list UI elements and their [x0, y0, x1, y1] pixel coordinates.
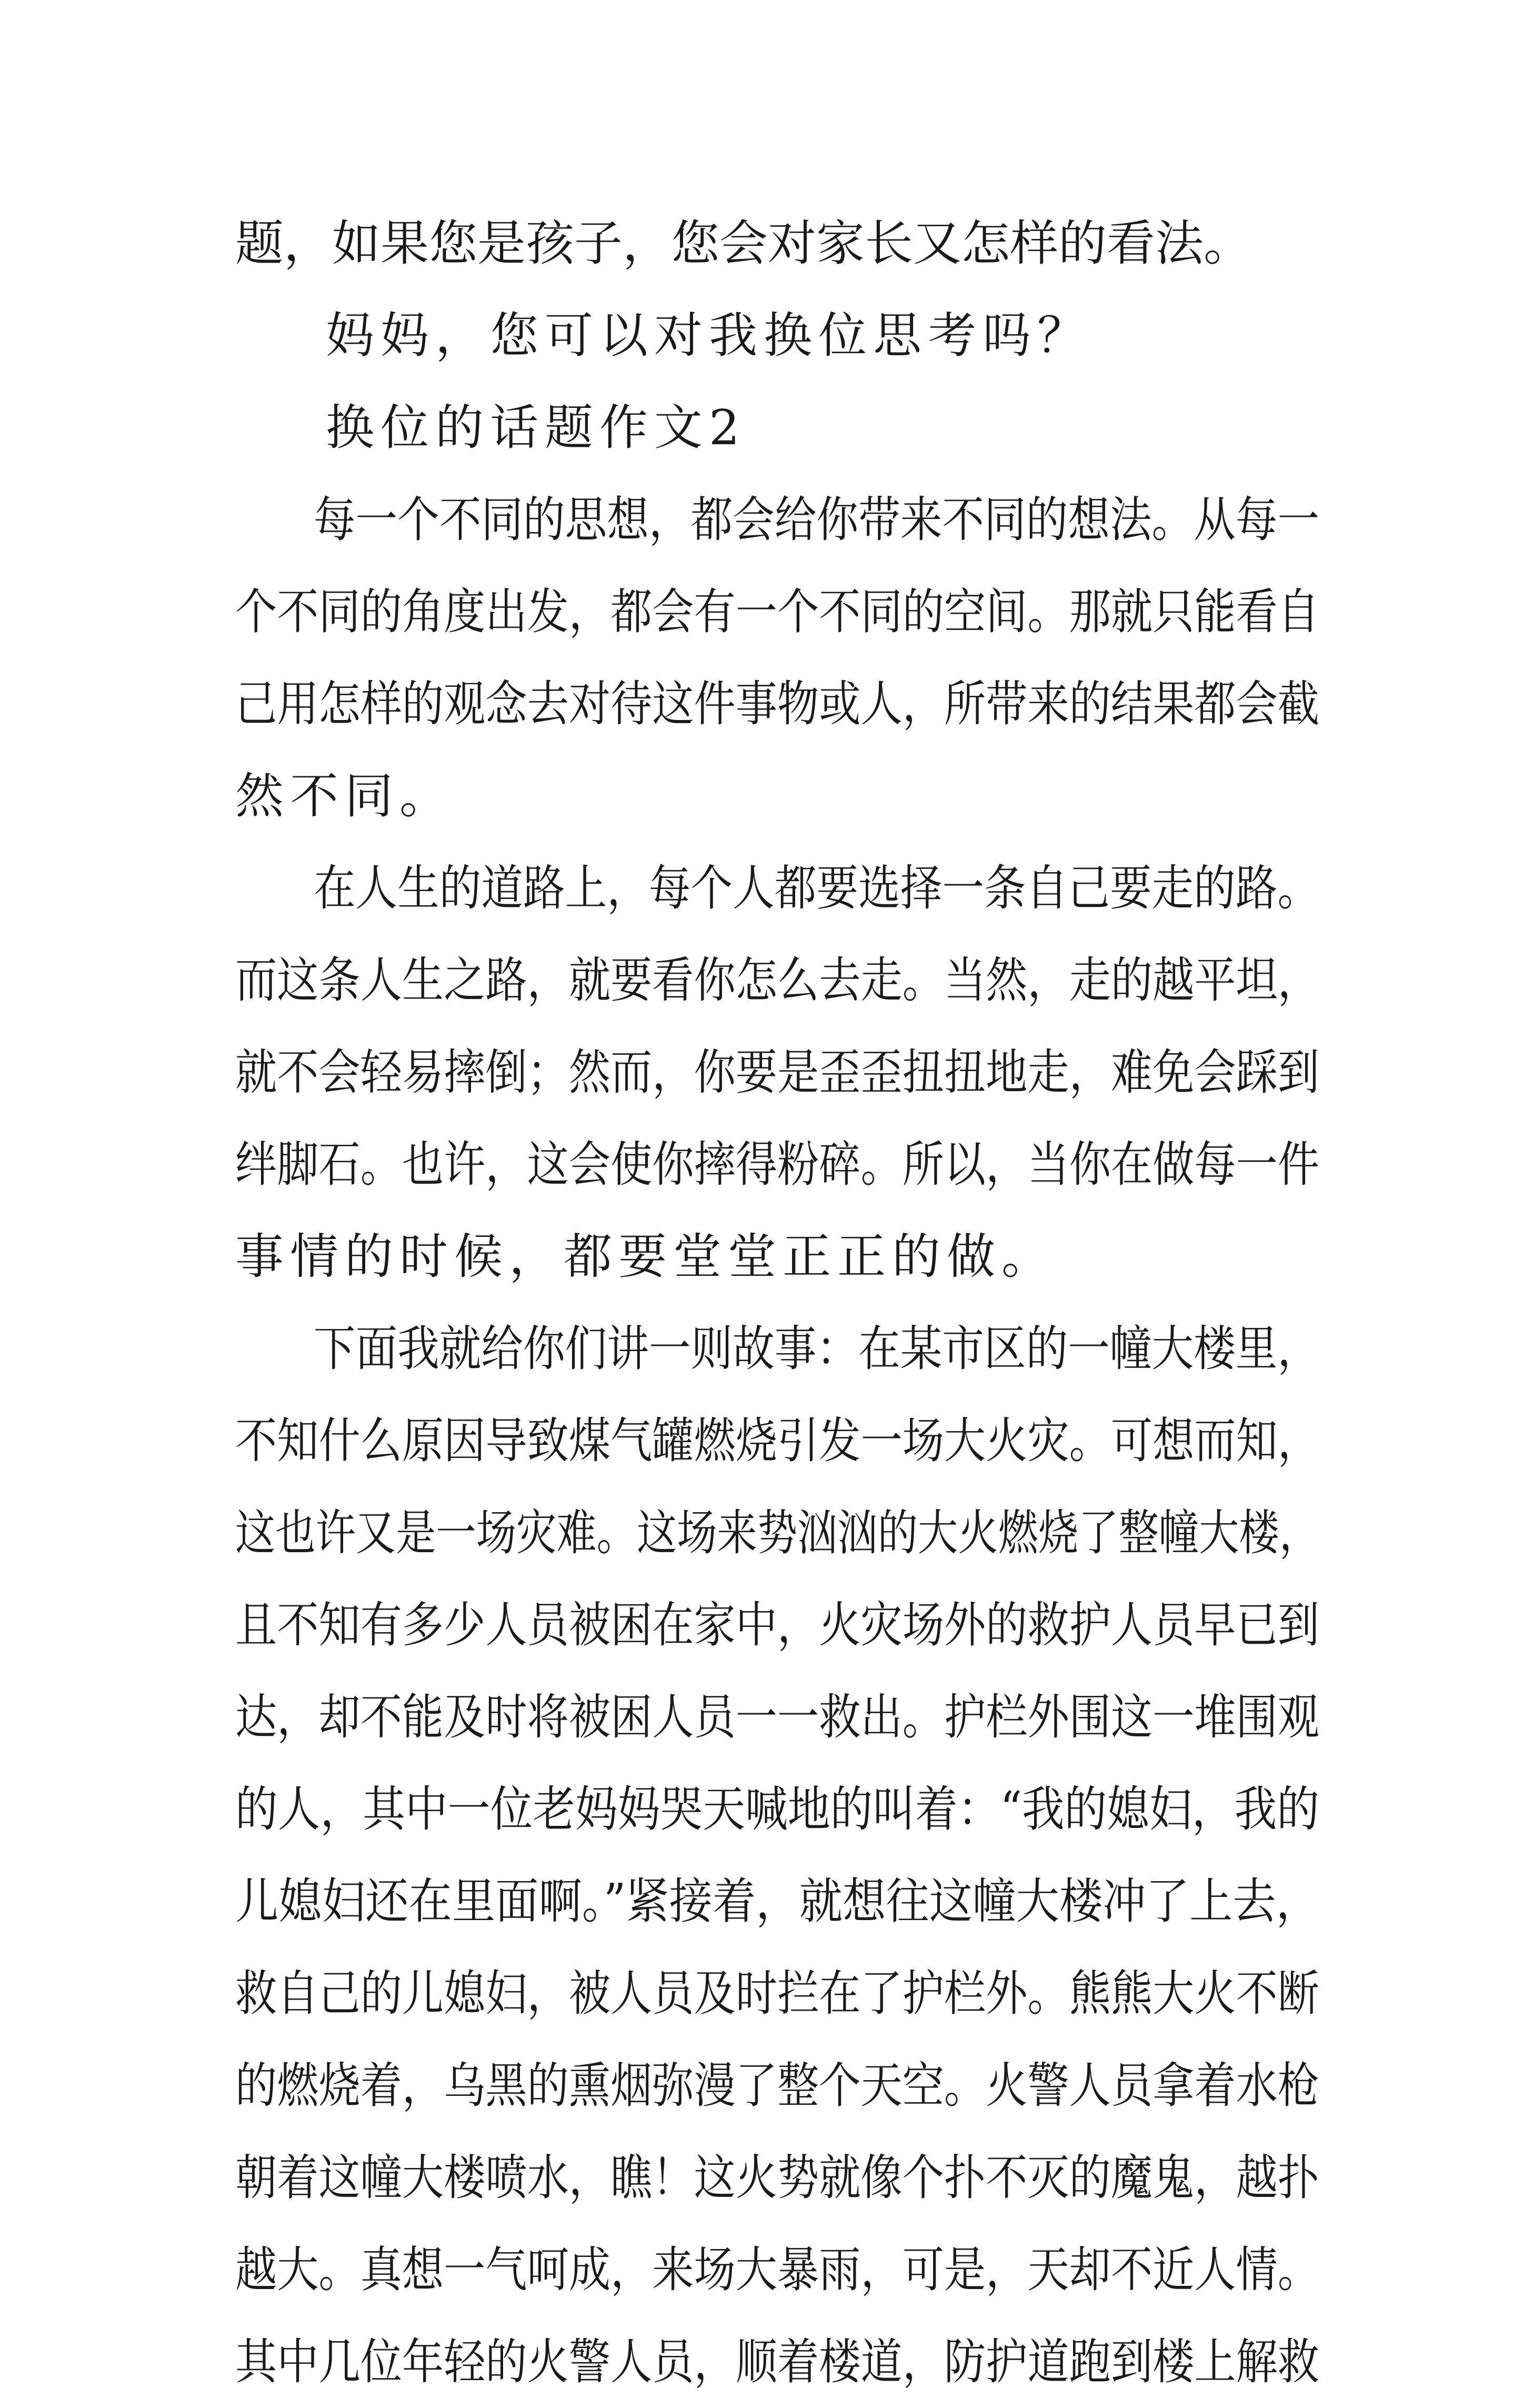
text-line: 在人生的道路上，每个人都要选择一条自己要走的路。 [313, 860, 1320, 916]
text-line: 就不会轻易摔倒；然而，你要是歪歪扭扭地走，难免会踩到 [235, 1044, 1320, 1101]
text-line: 个不同的角度出发，都会有一个不同的空间。那就只能看自 [235, 584, 1320, 640]
text-line: 己用怎样的观念去对待这件事物或人，所带来的结果都会截 [235, 676, 1320, 732]
text-line: 不知什么原因导致煤气罐燃烧引发一场大火灾。可想而知， [235, 1413, 1320, 1469]
text-line: 且不知有多少人员被困在家中，火灾场外的救护人员早已到 [235, 1597, 1320, 1653]
text-line: 朝着这幢大楼喷水，瞧！这火势就像个扑不灭的魔鬼，越扑 [235, 2150, 1320, 2206]
text-line: 这也许又是一场灾难。这场来势汹汹的大火燃烧了整幢大楼， [235, 1505, 1320, 1561]
body-text [235, 197, 1319, 2408]
text-line: 的燃烧着，乌黑的熏烟弥漫了整个天空。火警人员拿着水枪 [235, 2057, 1320, 2114]
text-line: 而这条人生之路，就要看你怎么去走。当然，走的越平坦， [235, 952, 1320, 1008]
text-line: 下面我就给你们讲一则故事：在某市区的一幢大楼里， [313, 1321, 1320, 1377]
text-line: 妈妈，您可以对我换位思考吗？ [326, 307, 1093, 364]
text-line: 绊脚石。也许，这会使你摔得粉碎。所以，当你在做每一件 [235, 1136, 1320, 1193]
text-line: 每一个不同的思想，都会给你带来不同的想法。从每一 [313, 492, 1320, 548]
text-line: 换位的话题作文2 [326, 399, 746, 456]
text-line: 然不同。 [235, 768, 455, 824]
text-line: 的人，其中一位老妈妈哭天喊地的叫着：“我的媳妇，我的 [235, 1781, 1320, 1837]
text-line: 越大。真想一气呵成，来场大暴雨，可是，天却不近人情。 [235, 2242, 1320, 2298]
text-line: 儿媳妇还在里面啊。”紧接着，就想往这幢大楼冲了上去， [235, 1873, 1320, 1930]
text-line: 救自己的儿媳妇，被人员及时拦在了护栏外。熊熊大火不断 [235, 1965, 1320, 2022]
text-line: 事情的时候，都要堂堂正正的做。 [235, 1228, 1057, 1285]
text-line: 其中几位年轻的火警人员，顺着楼道，防护道跑到楼上解救 [235, 2334, 1320, 2390]
text-line: 题，如果您是孩子，您会对家长又怎样的看法。 [235, 215, 1253, 272]
text-line: 达，却不能及时将被困人员一一救出。护栏外围这一堆围观 [235, 1689, 1320, 1745]
